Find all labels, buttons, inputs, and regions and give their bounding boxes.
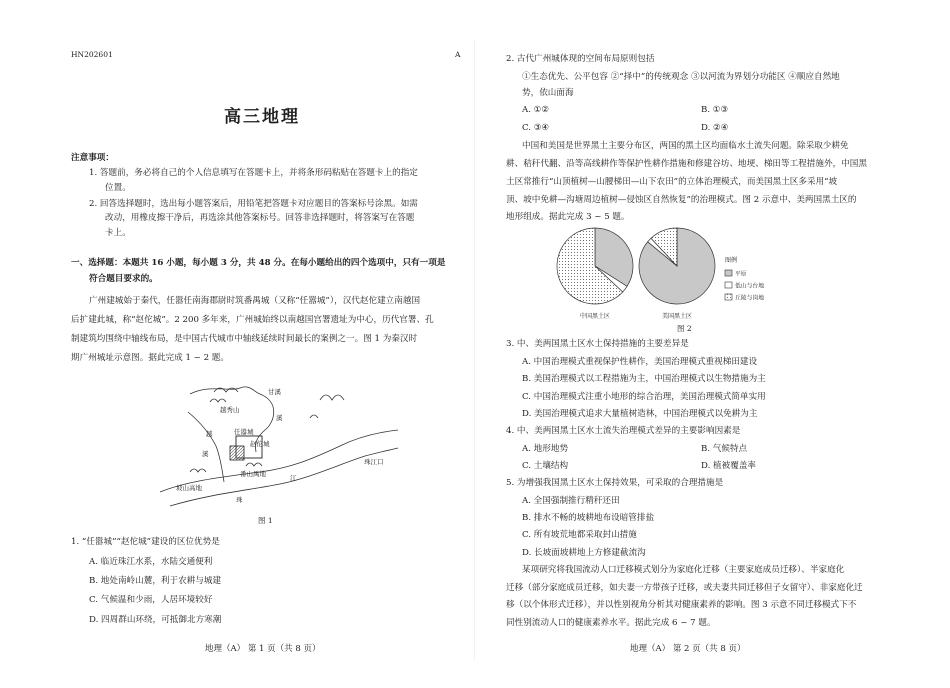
q2-statements-b: 势，依山面海 <box>522 88 574 98</box>
figure-1-caption: 图 1 <box>258 516 273 525</box>
q3-option-b: B. 美国治理模式以工程措施为主，中国治理模式以生物措施为主 <box>522 374 766 384</box>
figure-2-pie-charts <box>555 224 795 324</box>
map-label-jiang: 江 <box>290 474 297 482</box>
passage-1-line-4: 期广州城址示意图。据此完成 1 ~ 2 题。 <box>71 353 229 363</box>
q1-option-d: D. 四周群山环绕，可抵御北方寒潮 <box>89 615 222 625</box>
section-1-heading-a: 一、选择题：本题共 16 小题，每小题 3 分，共 48 分。在每小题给出的四个选项中，只有一项是 <box>71 258 446 268</box>
passage-1-line-1: 广州建城始于秦代，任嚣任南海郡尉时筑番禺城（又称“任嚣城”），汉代赵佗建立南越国 <box>89 296 421 306</box>
section-1-heading-b: 符合题目要求的。 <box>89 274 158 284</box>
map-label-renxiao: 任嚣城 <box>234 428 254 436</box>
pie-label-1: 美国黑土区 <box>661 313 693 320</box>
passage-3-line-4: 同性别流动人口的健康素养水平。据此完成 6 ~ 7 题。 <box>506 618 716 628</box>
q5-option-b: B. 排水不畅的坡耕地布设暗管排盐 <box>522 513 655 523</box>
q5-option-c: C. 所有坡荒地都采取封山措施 <box>522 530 637 540</box>
map-label-xi-1: 越 <box>206 430 213 438</box>
page-2-footer: 地理（A） 第 2 页（共 8 页） <box>630 644 746 654</box>
guangzhou-map <box>150 372 400 508</box>
notice-heading: 注意事项： <box>71 153 114 163</box>
q3-option-d: D. 美国治理模式追求大量植树造林，中国治理模式以免耕为主 <box>522 409 758 419</box>
zhaotuo-city-wall <box>230 446 244 460</box>
q4-option-c: C. 土壤结构 <box>522 461 569 471</box>
map-label-kou: 珠江口 <box>364 458 384 466</box>
passage-3-line-1: 某项研究将我国流动人口迁移模式划分为家庭化迁移（主要家庭成员迁移）、半家庭化 <box>522 565 845 575</box>
q3-stem: 3. 中、美两国黑土区水土保持措施的主要差异是 <box>506 339 689 349</box>
map-label-xi-3: 溪 <box>276 414 283 422</box>
passage-2-line-1: 中国和美国是世界黑土主要分布区，两国的黑土区均面临水土流失问题。除采取少耕免 <box>522 141 849 151</box>
q2-statements-a: ①生态优先、公平包容 ②“择中”的传统观念 ③以河流为界划分功能区 ④顺应自然地 <box>522 72 840 82</box>
passage-3-line-3: 移（以个体形式迁移），并以性别视角分析其对健康素养的影响。图 3 示意不同迁移模式下不 <box>506 600 857 610</box>
q2-option-d: D. ②④ <box>701 123 729 133</box>
page-title: 高三地理 <box>224 107 300 127</box>
q2-option-c: C. ③④ <box>522 123 550 133</box>
passage-3-line-2: 迁移（部分家庭成员迁移，如夫妻一方带孩子迁移，或夫妻共同迁移但子女留守）、非家庭化迁 <box>506 583 863 593</box>
map-label-ganxi: 甘溪 <box>268 388 281 396</box>
page-1-footer: 地理（A） 第 1 页（共 8 页） <box>205 644 321 654</box>
legend-swatch-2 <box>725 294 732 300</box>
map-label-zhu: 珠 <box>236 496 243 504</box>
q2-stem: 2. 古代广州城体现的空间布局原则包括 <box>506 54 655 64</box>
map-label-panshan: 番山禺地 <box>240 470 266 478</box>
map-label-pojiang: 坡山高地 <box>176 484 202 492</box>
passage-1-line-3: 制建筑均围绕中轴线布局，是中国古代城市中轴线延续时间最长的案例之一。图 1 为秦汉时 <box>71 334 418 344</box>
legend-label-1: 低山与台地 <box>735 283 764 290</box>
q1-option-b: B. 地处南岭山麓，利于农耕与城建 <box>89 576 222 586</box>
passage-2-line-5: 地形组成。据此完成 3 ~ 5 题。 <box>506 212 630 222</box>
passage-1-line-2: 后扩建此城，称“赵佗城”。2 200 多年来，广州城始终以南越国宫署遗址为中心，历代官署、孔 <box>71 315 434 325</box>
legend-label-0: 平原 <box>735 271 747 278</box>
q4-option-d: D. 植被覆盖率 <box>701 461 757 471</box>
figure-2-caption: 图 2 <box>677 324 692 333</box>
q5-option-d: D. 长坡面坡耕地上方修建截流沟 <box>522 548 646 558</box>
exam-code: HN202601 <box>71 50 113 59</box>
q5-option-a: A. 全国强制推行精秆还田 <box>522 496 620 506</box>
exam-version: A <box>455 50 461 59</box>
q3-option-a: A. 中国治理模式重视保护性耕作，美国治理模式重视梯田建设 <box>522 357 758 367</box>
q2-option-b: B. ①③ <box>701 105 729 115</box>
notice-item-2c: 卡上。 <box>105 228 131 238</box>
q1-stem: 1. “任嚣城”“赵佗城”建设的区位优势是 <box>71 537 220 547</box>
notice-item-1b: 位置。 <box>105 183 131 193</box>
passage-2-line-2: 耕、秸秆代翻、沿等高线耕作等保护性耕作措施和修建谷坊、地埂、梯田等工程措施外，中国黑 <box>506 159 867 169</box>
q4-option-a: A. 地形地势 <box>522 444 569 454</box>
passage-2-line-4: 顶、坡中免耕—沟塘周边植树—侵蚀区自然恢复”的治理模式。图 2 示意中、美两国黑土区的 <box>506 195 857 205</box>
map-label-yuexiushan: 越秀山 <box>220 406 240 414</box>
q4-stem: 4. 中、美两国黑土区水土流失治理模式差异的主要影响因素是 <box>506 426 741 436</box>
q3-option-c: C. 中国治理模式注重小地形的综合治理，美国治理模式简单实用 <box>522 392 766 402</box>
notice-item-1a: 1. 答题前，务必将自己的个人信息填写在答题卡上，并将条形码粘贴在答题卡上的指定 <box>89 168 418 178</box>
map-label-zhaotuo: 赵佗城 <box>250 440 270 448</box>
q5-stem: 5. 为增强我国黑土区水土保持效果，可采取的合理措施是 <box>506 478 724 488</box>
map-label-xi-2: 溪 <box>202 450 209 458</box>
q4-option-b: B. 气候特点 <box>701 444 748 454</box>
passage-2-line-3: 土区常推行“山顶植树—山腰梯田—山下农田”的立体治理模式，而美国黑土区多采用“坡 <box>506 177 838 187</box>
pie-label-0: 中国黑土区 <box>579 313 611 320</box>
legend-title: 图例 <box>725 257 738 264</box>
page-right <box>475 0 950 688</box>
legend-swatch-0 <box>725 270 732 276</box>
yuexiu-hill <box>214 388 238 392</box>
notice-item-2b: 改动，用橡皮擦干净后，再选涂其他答案标号。回答非选择题时，将答案写在答题 <box>105 213 415 223</box>
notice-item-2a: 2. 回答选择题时，选出每小题答案后，用铅笔把答题卡对应题目的答案标号涂黑。如需 <box>89 199 418 209</box>
legend-swatch-1 <box>725 282 732 288</box>
pearl-river-north <box>160 430 398 492</box>
q1-option-c: C. 气候温和少雨，人居环境较好 <box>89 595 213 605</box>
q1-option-a: A. 临近珠江水系，水陆交通便利 <box>89 557 213 567</box>
legend-label-2: 丘陵与岗地 <box>735 295 764 302</box>
q2-option-a: A. ①② <box>522 105 550 115</box>
